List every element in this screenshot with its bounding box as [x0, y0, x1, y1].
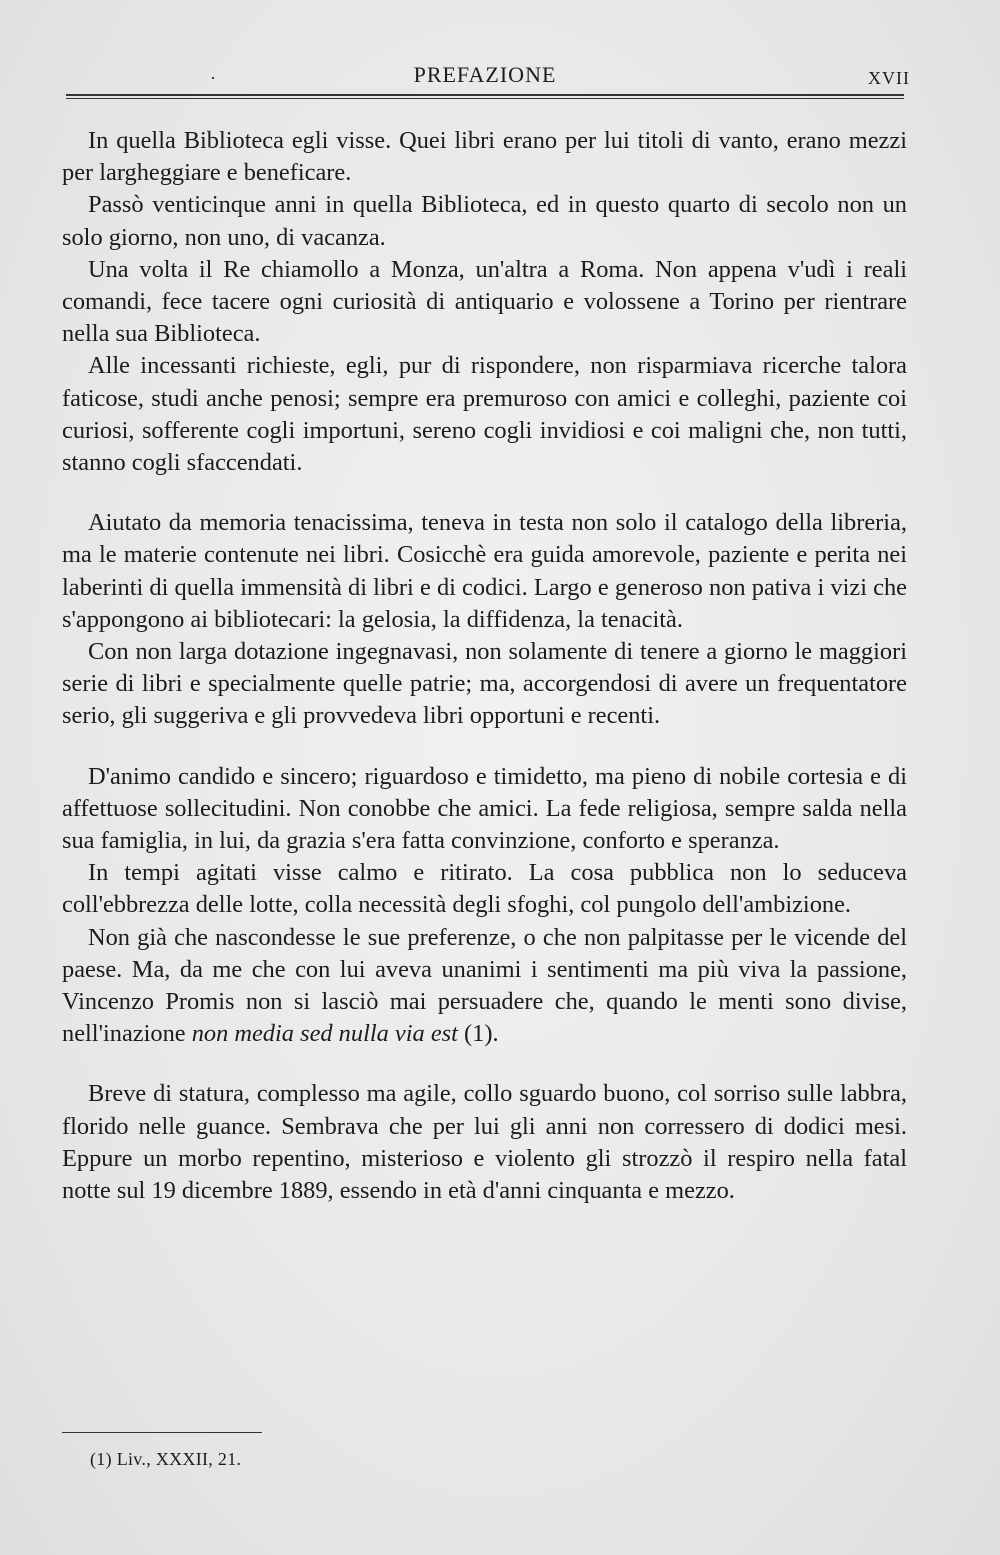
footnote-rule	[62, 1432, 262, 1433]
paragraph-4: Alle incessanti richieste, egli, pur di rispondere, non risparmiava ricerche talora faticose, studi anche penosi; sempre era premuroso con amici e colleghi, paziente coi curiosi, sofferente cogli importuni, sereno cogli invidiosi e coi maligni che, non tutti, stanno cogli sfaccendati.	[62, 352, 907, 477]
paragraph-5: Aiutato da memoria tenacissima, teneva in testa non solo il catalogo della libreria, ma le materie contenute nei libri. Cosicchè era guida amorevole, paziente e perita nei laberinti di quella immensità di libri e di codici. Largo e generoso non pativa i vizi che s'appongono ai bibliotecari: la gelosia, la diffidenza, la tenacità.	[62, 509, 907, 633]
body-text	[62, 125, 907, 1207]
page-number: XVII	[868, 68, 910, 88]
paragraph-3: Una volta il Re chiamollo a Monza, un'altra a Roma. Non appena v'udì i reali comandi, fece tacere ogni curiosità di antiquario e volossene a Torino per rientrare nella sua Biblioteca.	[62, 255, 907, 348]
footnote: (1) Liv., XXXII, 21.	[90, 1449, 242, 1469]
paragraph-9-text: Non già che nascondesse le sue preferenze, o che non palpitasse per le vicende del paese. Ma, da me che con lui aveva unanimi i sentimenti ma più viva la passione, Vincenzo Promis non si lasciò mai persuadere che, quando le menti sono divise, nell'inazione	[62, 923, 907, 1048]
paragraph-1: In quella Biblioteca egli visse. Quei libri erano per lui titoli di vanto, erano mezzi per largheggiare e beneficare.	[62, 127, 907, 187]
paragraph-10: Breve di statura, complesso ma agile, collo sguardo buono, col sorriso sulle labbra, florido nelle guance. Sembrava che per lui gli anni non corressero di dodici mesi. Eppure un morbo repentino, misterioso e violento gli strozzò il respiro nella fatal notte sul 19 dicembre 1889, essendo in età d'anni cinquanta e mezzo.	[62, 1080, 907, 1205]
header-rule-bottom	[66, 98, 904, 99]
running-head	[60, 62, 910, 92]
paragraph-6: Con non larga dotazione ingegnavasi, non solamente di tenere a giorno le maggiori serie di libri e specialmente quelle patrie; ma, accorgendosi di avere un frequentatore serio, gli suggeriva e gli provvedeva libri opportuni e recenti.	[62, 638, 907, 730]
header-rule-top	[66, 94, 904, 96]
page-title: PREFAZIONE	[413, 62, 557, 87]
footnote-reference: (1).	[457, 1020, 499, 1048]
paragraph-8: In tempi agitati visse calmo e ritirato. La cosa pubblica non lo seduceva coll'ebbrezza delle lotte, colla necessità degli sfoghi, col pungolo dell'ambizione.	[62, 859, 907, 919]
header-dot: ·	[210, 68, 216, 88]
paragraph-7: D'animo candido e sincero; riguardoso e timidetto, ma pieno di nobile cortesia e di affettuose sollecitudini. Non conobbe che amici. La fede religiosa, sempre salda nella sua famiglia, in lui, da grazia s'era fatta convinzione, conforto e speranza.	[62, 762, 907, 855]
paragraph-2: Passò venticinque anni in quella Biblioteca, ed in questo quarto di secolo non un solo giorno, non uno, di vacanza.	[62, 191, 907, 251]
latin-quotation: non media sed nulla via est	[191, 1020, 458, 1048]
paragraph-9	[62, 922, 907, 1051]
